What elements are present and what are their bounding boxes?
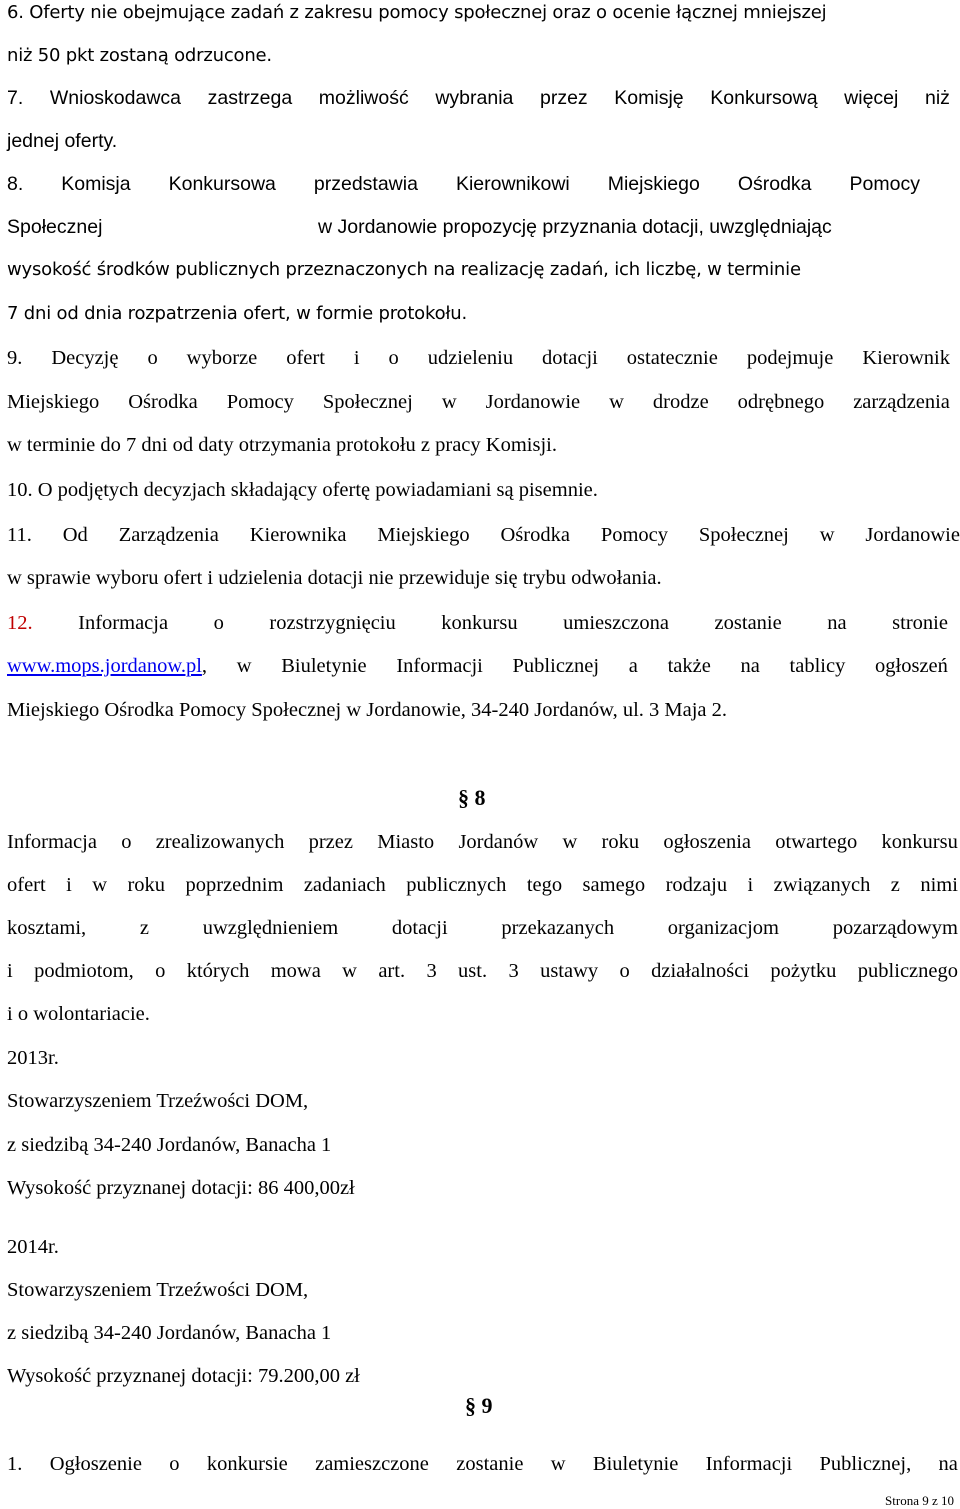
section9-line1 bbox=[7, 1451, 958, 1477]
item12-line1 bbox=[7, 610, 948, 636]
word: rodzaju bbox=[665, 874, 728, 896]
word: o bbox=[619, 960, 630, 982]
item9-line2 bbox=[7, 389, 950, 415]
address-2014: z siedzibą 34-240 Jordanów, Banacha 1 bbox=[7, 1322, 332, 1344]
word: niż bbox=[924, 87, 950, 109]
word: tego bbox=[526, 874, 563, 896]
word: w bbox=[562, 831, 578, 853]
word: 7. bbox=[7, 87, 24, 109]
word: Informacji bbox=[396, 655, 483, 677]
word: Biuletynie bbox=[281, 655, 367, 677]
word: zadaniach bbox=[303, 874, 386, 896]
word: publicznych bbox=[406, 874, 507, 896]
word: w bbox=[819, 524, 835, 546]
section8-line3 bbox=[7, 915, 958, 941]
word: mowa bbox=[270, 960, 321, 982]
word: udzieleniu bbox=[427, 347, 514, 369]
word: pożytku bbox=[770, 960, 837, 982]
grant-amount-2014: Wysokość przyznanej dotacji: 79.200,00 zł bbox=[7, 1365, 360, 1387]
item7-line1 bbox=[7, 85, 950, 111]
word: z bbox=[890, 874, 900, 896]
word: w bbox=[92, 874, 108, 896]
word: Kierownik bbox=[862, 347, 950, 369]
item9-line1 bbox=[7, 345, 950, 371]
word: Miejskiego bbox=[607, 173, 700, 195]
item10: 10. O podjętych decyzjach składający ofertę powiadamiani są pisemnie. bbox=[7, 479, 598, 501]
word: na bbox=[938, 1453, 958, 1475]
section8-line5: i o wolontariacie. bbox=[7, 1003, 150, 1025]
word: ogłoszeń bbox=[875, 655, 948, 677]
word: ust. bbox=[458, 960, 488, 982]
word: o bbox=[147, 347, 158, 369]
word: przez bbox=[308, 831, 353, 853]
item6-line1: 6. Oferty nie obejmujące zadań z zakresu pomocy społecznej oraz o ocenie łącznej mniejszej bbox=[7, 2, 827, 23]
word: o bbox=[121, 831, 132, 853]
item8-line2-b: w Jordanowie propozycję przyznania dotacji, uwzględniając bbox=[318, 216, 832, 238]
word: otwartego bbox=[775, 831, 858, 853]
word: możliwość bbox=[318, 87, 409, 109]
word: ustawy bbox=[540, 960, 599, 982]
word: Społecznej bbox=[698, 524, 789, 546]
year-2013: 2013r. bbox=[7, 1047, 59, 1069]
word: ostatecznie bbox=[626, 347, 718, 369]
word: stronie bbox=[892, 612, 948, 634]
item12-link-wrap: www.mops.jordanow.pl, bbox=[7, 655, 208, 677]
word: na bbox=[827, 612, 847, 634]
word: konkursu bbox=[881, 831, 958, 853]
word: Kierownikowi bbox=[455, 173, 570, 195]
word: Pomocy bbox=[226, 391, 294, 413]
word: na bbox=[740, 655, 760, 677]
word: Ośrodka bbox=[500, 524, 570, 546]
word: więcej bbox=[844, 87, 899, 109]
item9-line3: w terminie do 7 dni od daty otrzymania protokołu z pracy Komisji. bbox=[7, 434, 557, 456]
word: Kierownika bbox=[249, 524, 347, 546]
grant-amount-2013: Wysokość przyznanej dotacji: 86 400,00zł bbox=[7, 1177, 355, 1199]
section8-line1 bbox=[7, 829, 958, 855]
word: nimi bbox=[920, 874, 958, 896]
word: Wnioskodawca bbox=[49, 87, 182, 109]
item11-line1 bbox=[7, 522, 960, 548]
word: Biuletynie bbox=[592, 1453, 679, 1475]
section9-heading: § 9 bbox=[465, 1393, 493, 1418]
word: Konkursowa bbox=[168, 173, 276, 195]
page-number: Strona 9 z 10 bbox=[885, 1493, 954, 1508]
word: Miejskiego bbox=[377, 524, 470, 546]
item12-number: 12. bbox=[7, 612, 33, 634]
item8-line4: 7 dni od dnia rozpatrzenia ofert, w formie protokołu. bbox=[7, 303, 468, 324]
org-2014: Stowarzyszeniem Trzeźwości DOM, bbox=[7, 1279, 309, 1301]
word: pozarządowym bbox=[832, 917, 958, 939]
word: dotacji bbox=[391, 917, 448, 939]
word: Informacja bbox=[78, 612, 169, 634]
word: w bbox=[441, 391, 457, 413]
section8-line4 bbox=[7, 958, 958, 984]
word: samego bbox=[582, 874, 646, 896]
item8-line2-a: Społecznej bbox=[7, 216, 103, 238]
word: których bbox=[186, 960, 250, 982]
word: Pomocy bbox=[849, 173, 920, 195]
word: związanych bbox=[773, 874, 871, 896]
address-2013: z siedzibą 34-240 Jordanów, Banacha 1 bbox=[7, 1134, 332, 1156]
word: Ośrodka bbox=[128, 391, 198, 413]
word: publicznego bbox=[857, 960, 958, 982]
item12-line3: Miejskiego Ośrodka Pomocy Społecznej w Jordanowie, 34-240 Jordanów, ul. 3 Maja 2. bbox=[7, 699, 728, 721]
word: zamieszczone bbox=[315, 1453, 429, 1475]
word: Jordanowie bbox=[485, 391, 581, 413]
word: przekazanych bbox=[501, 917, 615, 939]
word: Jordanowie bbox=[865, 524, 960, 546]
section8-line2 bbox=[7, 872, 958, 898]
word: Miejskiego bbox=[7, 391, 100, 413]
word: zastrzega bbox=[207, 87, 293, 109]
word: ofert bbox=[7, 874, 46, 896]
word: art. bbox=[378, 960, 406, 982]
word: wyborze bbox=[186, 347, 258, 369]
word: o bbox=[388, 347, 399, 369]
word: roku bbox=[127, 874, 166, 896]
org-2013: Stowarzyszeniem Trzeźwości DOM, bbox=[7, 1090, 309, 1112]
word: Komisję bbox=[614, 87, 684, 109]
word: 9. bbox=[7, 347, 23, 369]
word: i bbox=[747, 874, 754, 896]
word: konkursie bbox=[206, 1453, 288, 1475]
word: zarządzenia bbox=[853, 391, 950, 413]
item6-line2: niż 50 pkt zostaną odrzucone. bbox=[7, 45, 272, 66]
word: kosztami, bbox=[7, 917, 87, 939]
word: Ośrodka bbox=[737, 173, 812, 195]
item11-line2: w sprawie wyboru ofert i udzielenia dotacji nie przewiduje się trybu odwołania. bbox=[7, 567, 662, 589]
word: Miasto bbox=[377, 831, 435, 853]
word: odrębnego bbox=[737, 391, 825, 413]
word: 3 bbox=[426, 960, 437, 982]
word: wybrania bbox=[435, 87, 514, 109]
word: ofert bbox=[286, 347, 325, 369]
word: poprzednim bbox=[185, 874, 284, 896]
word: o bbox=[169, 1453, 180, 1475]
word: podmiotom, bbox=[34, 960, 134, 982]
word: i bbox=[66, 874, 72, 896]
word: w bbox=[550, 1453, 566, 1475]
word: zrealizowanych bbox=[155, 831, 285, 853]
word: zostanie bbox=[456, 1453, 524, 1475]
word: o bbox=[213, 612, 224, 634]
word: a bbox=[628, 655, 638, 677]
mops-website-link[interactable]: www.mops.jordanow.pl bbox=[7, 655, 202, 677]
word: w bbox=[609, 391, 624, 413]
word: i bbox=[7, 960, 13, 982]
word: Od bbox=[62, 524, 88, 546]
word: 8. bbox=[7, 173, 24, 195]
word: rozstrzygnięciu bbox=[269, 612, 396, 634]
word: 3 bbox=[508, 960, 519, 982]
word: Informacja bbox=[7, 831, 97, 853]
word: konkursu bbox=[441, 612, 518, 634]
word: 11. bbox=[7, 524, 32, 546]
word: Konkursową bbox=[710, 87, 818, 109]
word: ogłoszenia bbox=[663, 831, 752, 853]
item7-line2: jednej oferty. bbox=[7, 130, 118, 152]
word: umieszczona bbox=[563, 612, 670, 634]
word: Informacji bbox=[705, 1453, 793, 1475]
word: Decyzję bbox=[51, 347, 119, 369]
word: Zarządzenia bbox=[118, 524, 219, 546]
word: Publicznej bbox=[512, 655, 600, 677]
item12-line2 bbox=[7, 653, 948, 679]
word: przez bbox=[539, 87, 588, 109]
word: działalności bbox=[651, 960, 750, 982]
word: dotacji bbox=[542, 347, 598, 369]
word: organizacjom bbox=[667, 917, 779, 939]
word: podejmuje bbox=[746, 347, 834, 369]
item8-line3: wysokość środków publicznych przeznaczonych na realizację zadań, ich liczbę, w terminie bbox=[7, 259, 801, 280]
word: tablicy bbox=[789, 655, 846, 677]
word: zostanie bbox=[714, 612, 782, 634]
item8-line2 bbox=[7, 214, 952, 240]
word: Społecznej bbox=[322, 391, 413, 413]
word: także bbox=[667, 655, 711, 677]
word: w bbox=[342, 960, 357, 982]
word: Komisja bbox=[61, 173, 131, 195]
word: uwzględnieniem bbox=[202, 917, 339, 939]
word: Pomocy bbox=[600, 524, 669, 546]
word: i bbox=[353, 347, 360, 369]
word: Publicznej, bbox=[819, 1453, 912, 1475]
word: o bbox=[155, 960, 166, 982]
word: przedstawia bbox=[313, 173, 418, 195]
word: z bbox=[139, 917, 149, 939]
word: roku bbox=[601, 831, 640, 853]
item8-line1 bbox=[7, 171, 920, 197]
word: Jordanów bbox=[458, 831, 539, 853]
word: 1. bbox=[7, 1453, 23, 1475]
word: drodze bbox=[652, 391, 709, 413]
word: w bbox=[236, 655, 252, 677]
year-2014: 2014r. bbox=[7, 1236, 59, 1258]
word: Ogłoszenie bbox=[49, 1453, 142, 1475]
section8-heading: § 8 bbox=[458, 785, 486, 810]
